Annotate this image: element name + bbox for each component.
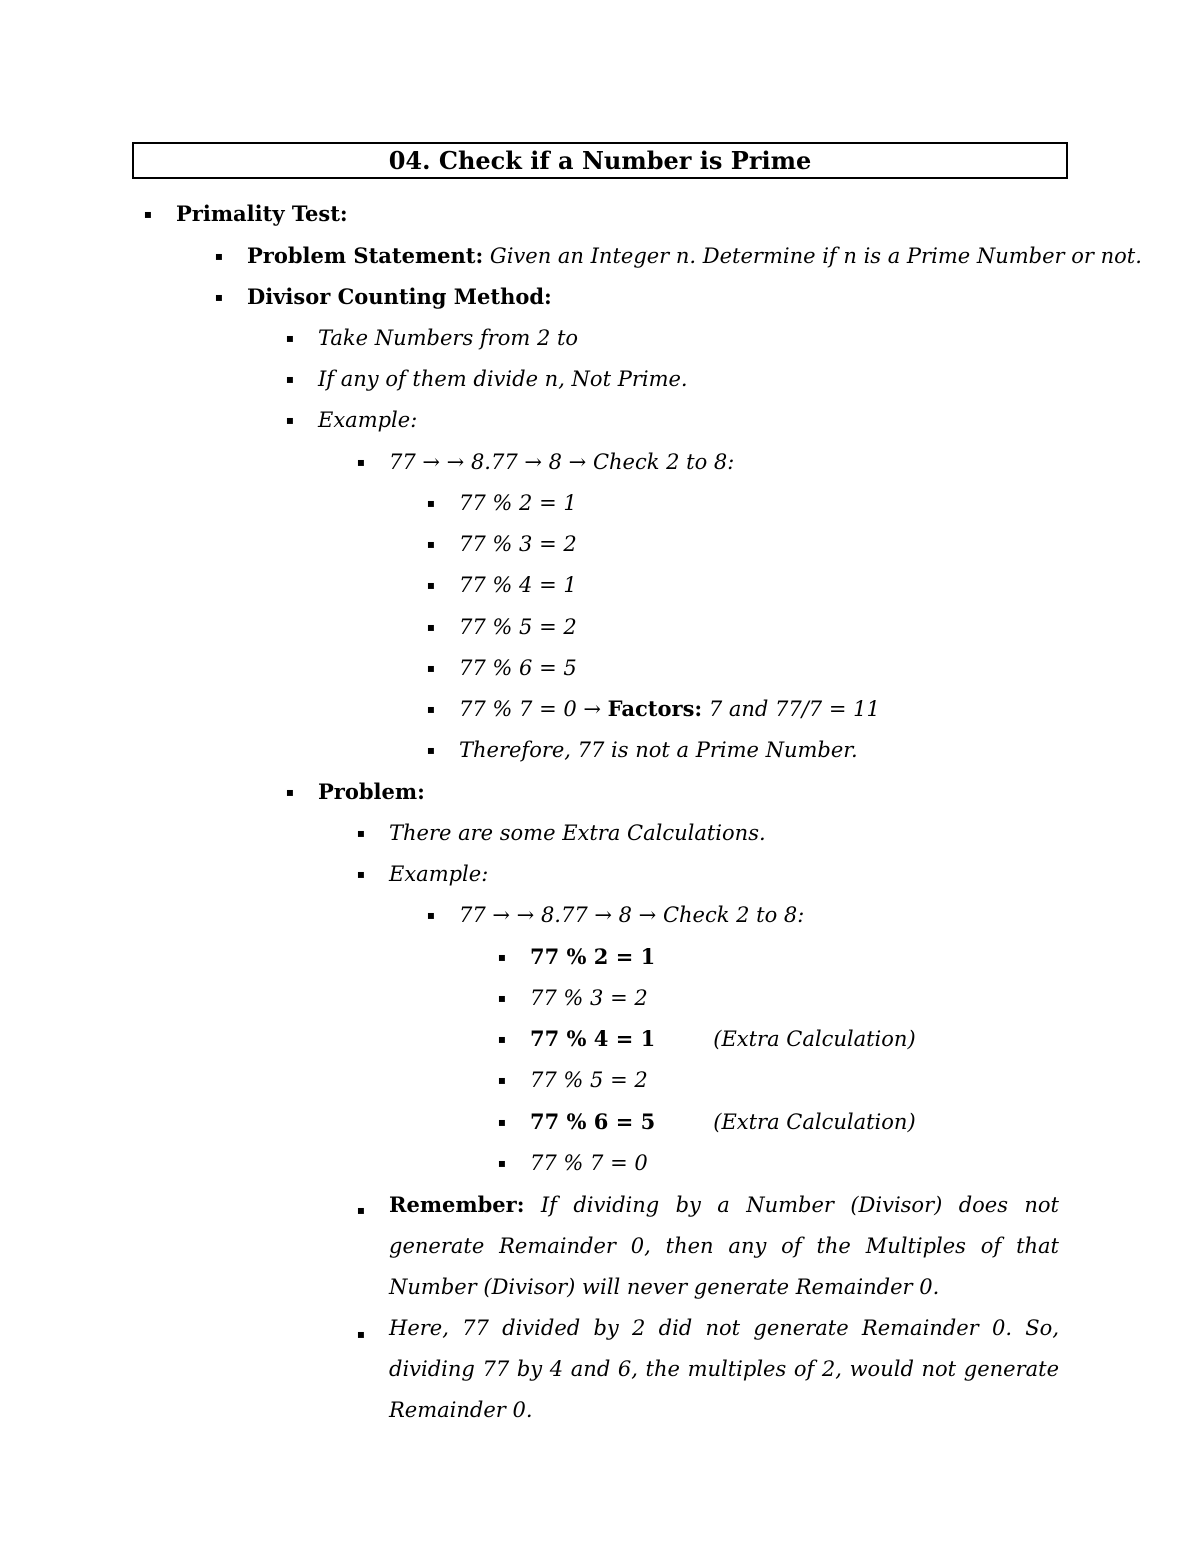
list-item-ex2-r2: [497, 942, 656, 972]
text-ex2-r4: 77 % 4 = 1: [530, 1026, 656, 1051]
page-title: 04. Check if a Number is Prime: [132, 142, 1068, 179]
text-ex2-r3: 77 % 3 = 2: [530, 986, 648, 1010]
bullet-icon: ▪: [497, 1032, 507, 1046]
bullet-icon: ▪: [426, 661, 436, 675]
list-item-ex2-r4: [497, 1024, 916, 1054]
text-ex1-r7-b: 7 and 77/7 = 11: [702, 697, 880, 721]
bullet-icon: ▪: [356, 867, 366, 881]
heading-primality-test: Primality Test:: [176, 201, 348, 226]
bullet-icon: ▪: [497, 1115, 507, 1129]
list-item-ex2-r6: [497, 1107, 916, 1137]
text-ex1-r3: 77 % 3 = 2: [459, 532, 577, 556]
bullet-icon: ▪: [426, 908, 436, 922]
list-item-ex1-r3: [426, 529, 577, 559]
text-example-1-head: 77 → → 8.77 → 8 → Check 2 to 8:: [389, 450, 735, 474]
bullet-icon: ▪: [426, 496, 436, 510]
bullet-icon: ▪: [356, 455, 366, 469]
text-ex1-r7-a: 77 % 7 = 0 →: [459, 697, 608, 721]
list-item-if-any: [285, 364, 688, 394]
label-problem-statement: Problem Statement:: [247, 243, 484, 268]
text-example-2-head: 77 → → 8.77 → 8 → Check 2 to 8:: [459, 903, 805, 927]
list-item-remember: [356, 1184, 1059, 1308]
text-ex1-r6: 77 % 6 = 5: [459, 656, 577, 680]
text-if-any: If any of them divide n, Not Prime.: [318, 367, 688, 391]
text-ex1-r4: 77 % 4 = 1: [459, 573, 577, 597]
list-item-example-1: [285, 405, 418, 435]
text-ex1-r5: 77 % 5 = 2: [459, 615, 577, 639]
text-here: Here, 77 divided by 2 did not generate Remainder 0. So, dividing 77 by 4 and 6, the multiples of 2, would not generate Remainder 0.: [389, 1316, 1059, 1422]
text-problem-statement: Given an Integer n. Determine if n is a Prime Number or not.: [483, 244, 1142, 268]
text-ex2-r6: 77 % 6 = 5: [530, 1109, 656, 1134]
label-remember: Remember:: [389, 1192, 525, 1217]
list-item-example-2-head: [426, 900, 805, 930]
list-item-primality-test: [143, 199, 348, 229]
list-item-problem: [285, 777, 425, 807]
text-ex2-r2: 77 % 2 = 1: [530, 944, 656, 969]
bullet-icon: ▪: [497, 1073, 507, 1087]
list-item-example-1-head: [356, 447, 735, 477]
heading-problem: Problem:: [318, 779, 425, 804]
bullet-icon: ▪: [497, 991, 507, 1005]
bullet-icon: ▪: [356, 1327, 366, 1341]
list-item-problem-statement: [214, 241, 1142, 271]
text-ex2-r7: 77 % 7 = 0: [530, 1151, 648, 1175]
text-extra-calcs: There are some Extra Calculations.: [389, 821, 766, 845]
list-item-ex2-r3: [497, 983, 648, 1013]
note-ex2-r6: (Extra Calculation): [713, 1110, 916, 1134]
bullet-icon: ▪: [356, 826, 366, 840]
text-remember: If dividing by a Number (Divisor) does not generate Remainder 0, then any of the Multiples of that Number (Divisor) will never generate Remainder 0.: [389, 1193, 1059, 1299]
list-item-ex1-r6: [426, 653, 577, 683]
list-item-take-numbers: [285, 323, 579, 353]
bullet-icon: ▪: [214, 249, 224, 263]
heading-divisor-method: Divisor Counting Method:: [247, 284, 552, 309]
bullet-icon: ▪: [497, 950, 507, 964]
text-ex1-therefore: Therefore, 77 is not a Prime Number.: [459, 738, 858, 762]
note-ex2-r4: (Extra Calculation): [713, 1027, 916, 1051]
text-example-1: Example:: [318, 408, 418, 432]
list-item-ex1-r5: [426, 612, 577, 642]
list-item-extra-calcs: [356, 818, 766, 848]
list-item-ex1-r7: [426, 694, 880, 724]
bullet-icon: ▪: [356, 1203, 366, 1217]
bullet-icon: ▪: [214, 290, 224, 304]
bullet-icon: ▪: [426, 702, 436, 716]
bullet-icon: ▪: [285, 331, 295, 345]
label-factors: Factors:: [607, 696, 703, 721]
text-ex1-r2: 77 % 2 = 1: [459, 491, 577, 515]
list-item-ex2-r7: [497, 1148, 648, 1178]
bullet-icon: ▪: [426, 537, 436, 551]
bullet-icon: ▪: [143, 207, 153, 221]
bullet-icon: ▪: [285, 785, 295, 799]
list-item-here: [356, 1308, 1059, 1431]
list-item-ex2-r5: [497, 1065, 648, 1095]
text-take-numbers: Take Numbers from 2 to: [318, 326, 579, 350]
text-ex2-r5: 77 % 5 = 2: [530, 1068, 648, 1092]
bullet-icon: ▪: [426, 578, 436, 592]
list-item-divisor-method: [214, 282, 552, 312]
bullet-icon: ▪: [285, 413, 295, 427]
list-item-ex1-r2: [426, 488, 577, 518]
list-item-example-2: [356, 859, 489, 889]
text-example-2: Example:: [389, 862, 489, 886]
list-item-ex1-r4: [426, 570, 577, 600]
bullet-icon: ▪: [426, 620, 436, 634]
bullet-icon: ▪: [426, 743, 436, 757]
bullet-icon: ▪: [285, 372, 295, 386]
bullet-icon: ▪: [497, 1156, 507, 1170]
list-item-ex1-therefore: [426, 735, 858, 765]
